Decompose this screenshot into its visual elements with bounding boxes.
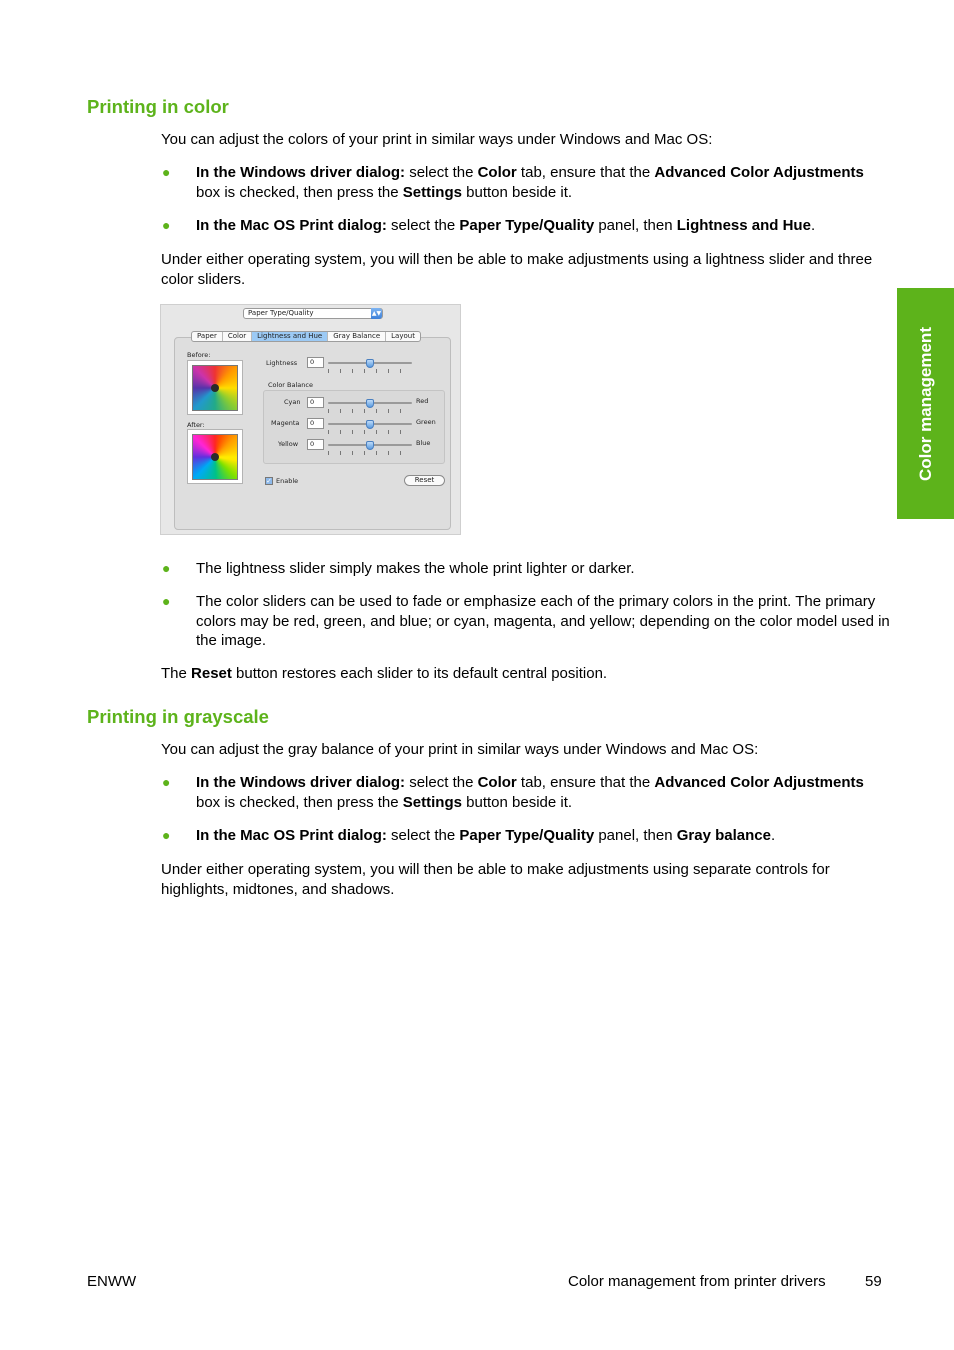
slider-ticks <box>328 430 412 434</box>
cyan-label: Cyan <box>284 398 301 406</box>
yellow-blue-slider-knob[interactable] <box>366 441 374 450</box>
body-paragraph: Under either operating system, you will then be able to make adjustments using a lightness slider and three color sliders. <box>161 251 873 288</box>
yellow-blue-field[interactable]: 0 <box>307 439 324 450</box>
bullet-icon: ● <box>162 827 171 843</box>
cyan-red-field[interactable]: 0 <box>307 397 324 408</box>
blue-label: Blue <box>416 439 431 447</box>
before-label: Before: <box>187 351 211 359</box>
list-item: ● In the Mac OS Print dialog: select the Paper Type/Quality panel, then Lightness and Hue. <box>162 217 816 234</box>
after-preview <box>187 429 243 484</box>
list-item: ● The lightness slider simply makes the whole print lighter or darker. <box>162 560 635 577</box>
list-item: ● In the Mac OS Print dialog: select the Paper Type/Quality panel, then Gray balance. <box>162 827 776 844</box>
panel-popup[interactable]: Paper Type/Quality ▲▼ <box>243 308 383 319</box>
tab-paper[interactable]: Paper <box>192 332 223 341</box>
lightness-label: Lightness <box>266 359 298 367</box>
cyan-red-slider-knob[interactable] <box>366 399 374 408</box>
bullet-icon: ● <box>162 593 171 609</box>
lightness-slider-knob[interactable] <box>366 359 374 368</box>
bullet-icon: ● <box>162 774 171 790</box>
tab-gray-balance[interactable]: Gray Balance <box>328 332 386 341</box>
bullet-icon: ● <box>162 164 171 180</box>
tab-bar <box>191 331 421 342</box>
reset-paragraph: The Reset button restores each slider to its default central position. <box>161 665 608 682</box>
green-label: Green <box>416 418 436 426</box>
bullet-icon: ● <box>162 217 171 233</box>
list-item: ● In the Windows driver dialog: select the Color tab, ensure that the Advanced Color Adjustments box is checked, then press the Settings button beside it. <box>162 164 864 201</box>
list-item: ● The color sliders can be used to fade or emphasize each of the primary colors in the print. The primary colors may be red, green, and blue; or cyan, magenta, and yellow; depending on the color model used in the image. <box>162 593 890 649</box>
tab-color[interactable]: Color <box>223 332 252 341</box>
chapter-side-tab <box>897 288 954 519</box>
slider-ticks <box>328 451 412 455</box>
tab-layout[interactable]: Layout <box>391 332 415 340</box>
footer-title: Color management from printer drivers <box>568 1273 826 1290</box>
intro-paragraph: You can adjust the colors of your print in similar ways under Windows and Mac OS: <box>161 131 713 148</box>
before-preview <box>187 360 243 415</box>
slider-ticks <box>328 369 412 373</box>
body-paragraph: Under either operating system, you will then be able to make adjustments using separate controls for highlights, midtones, and shadows. <box>161 861 830 898</box>
magenta-green-field[interactable]: 0 <box>307 418 324 429</box>
preview-image <box>192 365 238 411</box>
red-label: Red <box>416 397 429 405</box>
intro-paragraph: You can adjust the gray balance of your print in similar ways under Windows and Mac OS: <box>161 741 759 758</box>
reset-button[interactable]: Reset <box>404 475 445 486</box>
after-label: After: <box>187 421 205 429</box>
chevron-down-icon: ▲▼ <box>371 310 382 317</box>
yellow-label: Yellow <box>278 440 299 448</box>
enable-checkbox[interactable]: ✓ <box>266 477 272 485</box>
magenta-green-slider-knob[interactable] <box>366 420 374 429</box>
bullet-icon: ● <box>162 560 171 576</box>
magenta-label: Magenta <box>271 419 300 427</box>
page-number: 59 <box>865 1273 882 1290</box>
list-item: ● In the Windows driver dialog: select the Color tab, ensure that the Advanced Color Adjustments box is checked, then press the Settings button beside it. <box>162 774 864 811</box>
lightness-field[interactable]: 0 <box>307 357 324 368</box>
mac-print-dialog <box>160 304 461 535</box>
color-balance-label: Color Balance <box>268 381 313 389</box>
preview-image <box>192 434 238 480</box>
tab-lightness-and-hue[interactable]: Lightness and Hue <box>252 332 328 341</box>
section-heading-grayscale: Printing in grayscale <box>87 706 269 727</box>
chapter-side-tab-label: Color management <box>915 326 935 481</box>
footer-left: ENWW <box>87 1273 137 1290</box>
slider-ticks <box>328 409 412 413</box>
enable-label: Enable <box>276 477 299 485</box>
section-heading-color: Printing in color <box>87 96 229 117</box>
